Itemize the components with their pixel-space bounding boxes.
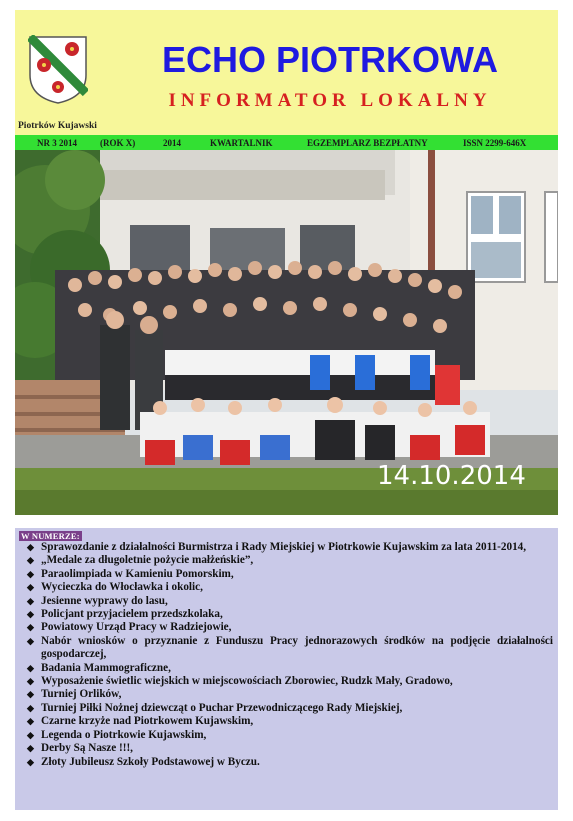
diamond-bullet-icon: ◆ <box>27 622 34 633</box>
list-item[interactable] <box>25 688 553 701</box>
group-photo <box>15 150 558 515</box>
coat-of-arms-icon <box>28 35 88 105</box>
diamond-bullet-icon: ◆ <box>27 702 34 713</box>
list-item-text: „Medale za długoletnie pożycie małżeńskie”, <box>41 554 254 567</box>
list-item[interactable] <box>25 595 553 608</box>
diamond-bullet-icon: ◆ <box>27 555 34 566</box>
publication-subtitle: INFORMATOR LOKALNY <box>168 90 492 111</box>
list-item[interactable] <box>25 554 553 567</box>
issue-info-bar <box>15 135 558 150</box>
list-item-text: Turniej Orlików, <box>41 688 122 701</box>
list-item[interactable] <box>25 742 553 755</box>
diamond-bullet-icon: ◆ <box>27 743 34 754</box>
list-item[interactable] <box>25 608 553 621</box>
toc-label: W NUMERZE: <box>21 531 80 541</box>
list-item-text: Legenda o Piotrkowie Kujawskim, <box>41 728 207 741</box>
diamond-bullet-icon: ◆ <box>27 542 34 552</box>
list-item-text: Paraolimpiada w Kamieniu Pomorskim, <box>41 567 234 580</box>
masthead <box>15 10 558 135</box>
list-item-text: Złoty Jubileusz Szkoły Podstawowej w Byczu. <box>41 755 260 768</box>
table-of-contents <box>15 528 558 810</box>
list-item[interactable] <box>25 581 553 594</box>
list-item[interactable] <box>25 621 553 634</box>
list-item[interactable] <box>25 662 553 675</box>
list-item-text: Czarne krzyże nad Piotrkowem Kujawskim, <box>41 715 254 728</box>
year-roman: (ROK X) <box>100 137 136 148</box>
toc-list <box>25 541 553 769</box>
publication-title: ECHO PIOTRKOWA <box>161 39 498 80</box>
list-item[interactable] <box>25 729 553 742</box>
list-item[interactable] <box>25 635 553 662</box>
diamond-bullet-icon: ◆ <box>27 595 34 606</box>
list-item[interactable] <box>25 541 553 554</box>
list-item-text: Wycieczka do Włocławka i okolic, <box>41 581 203 594</box>
frequency: KWARTALNIK <box>210 137 273 148</box>
list-item[interactable] <box>25 756 553 769</box>
list-item[interactable] <box>25 715 553 728</box>
free-copy: EGZEMPLARZ BEZPŁATNY <box>307 137 428 148</box>
list-item[interactable] <box>25 568 553 581</box>
diamond-bullet-icon: ◆ <box>27 676 34 687</box>
diamond-bullet-icon: ◆ <box>27 729 34 740</box>
issue-year: 2014 <box>163 137 181 148</box>
list-item-text: Badania Mammograficzne, <box>41 661 171 674</box>
list-item-text: Turniej Piłki Nożnej dziewcząt o Puchar Przewodniczącego Rady Miejskiej, <box>41 701 403 714</box>
diamond-bullet-icon: ◆ <box>27 582 34 593</box>
diamond-bullet-icon: ◆ <box>27 662 34 673</box>
diamond-bullet-icon: ◆ <box>27 716 34 727</box>
list-item-text: Jesienne wyprawy do lasu, <box>41 594 168 607</box>
issue-number: NR 3 2014 <box>37 137 77 148</box>
list-item-text: Nabór wniosków o przyznanie z Funduszu Pracy jednorazowych środków na podjęcie działalności gospodarczej, <box>41 634 553 661</box>
list-item-text: Derby Są Nasze !!!, <box>41 742 133 755</box>
diamond-bullet-icon: ◆ <box>27 568 34 579</box>
list-item-text: Sprawozdanie z działalności Burmistrza i Rady Miejskiej w Piotrkowie Kujawskim za lata 2011-2014, <box>41 541 527 553</box>
list-item[interactable] <box>25 702 553 715</box>
diamond-bullet-icon: ◆ <box>27 635 34 646</box>
photo-date-stamp: 14.10.2014 <box>377 461 526 491</box>
list-item-text: Wyposażenie świetlic wiejskich w miejscowościach Zborowiec, Rudzk Mały, Gradowo, <box>41 675 453 688</box>
list-item[interactable] <box>25 675 553 688</box>
diamond-bullet-icon: ◆ <box>27 689 34 700</box>
town-name: Piotrków Kujawski <box>18 121 97 131</box>
issn: ISSN 2299-646X <box>463 137 527 148</box>
list-item-text: Powiatowy Urząd Pracy w Radziejowie, <box>41 621 232 634</box>
diamond-bullet-icon: ◆ <box>27 609 34 620</box>
diamond-bullet-icon: ◆ <box>27 756 34 767</box>
list-item-text: Policjant przyjacielem przedszkolaka, <box>41 608 223 621</box>
